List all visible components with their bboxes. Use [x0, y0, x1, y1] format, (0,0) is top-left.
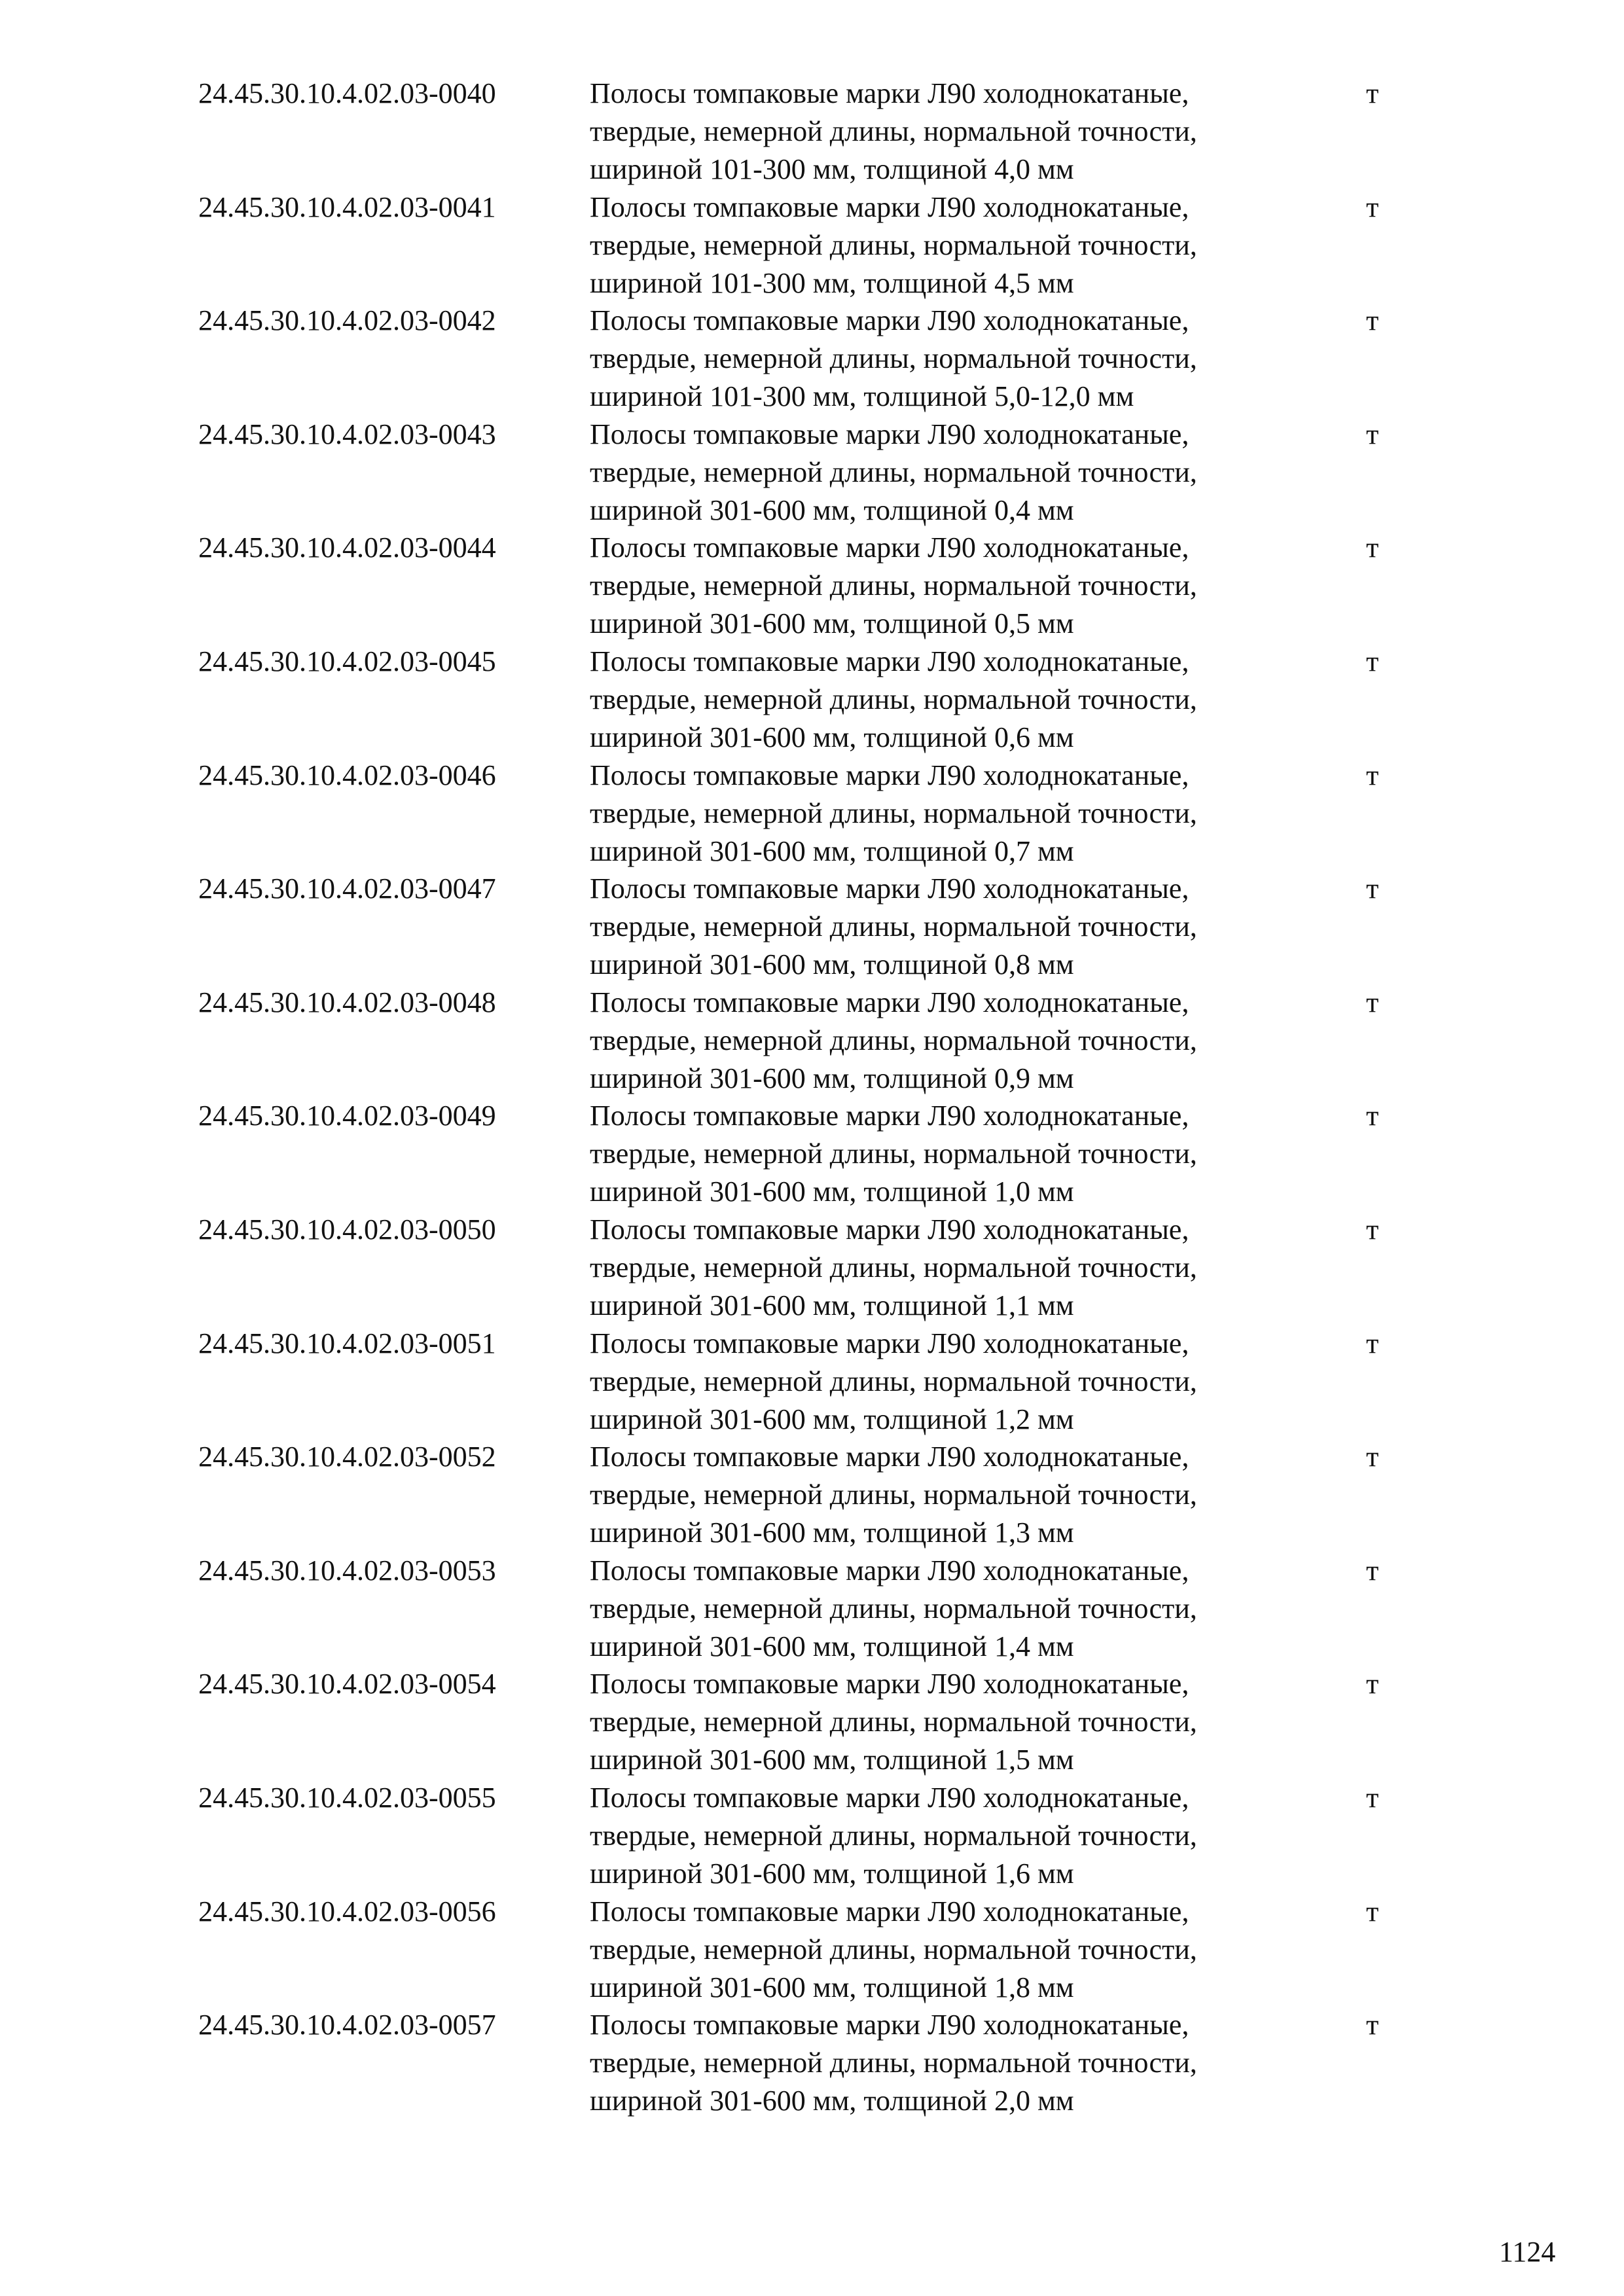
page-number: 1124 [1499, 2236, 1556, 2268]
resource-entry [198, 757, 1442, 870]
resource-description [590, 1665, 1310, 1779]
unit-of-measure: т [1366, 645, 1379, 677]
description-line: шириной 301-600 мм, толщиной 0,4 мм [590, 493, 1074, 526]
description-line: шириной 101-300 мм, толщиной 5,0-12,0 мм [590, 380, 1134, 413]
description-line: шириной 301-600 мм, толщиной 0,9 мм [590, 1062, 1074, 1094]
description-line: твердые, немерной длины, нормальной точности, [590, 797, 1197, 829]
resource-entry [198, 643, 1442, 757]
description-line: шириной 101-300 мм, толщиной 4,0 мм [590, 153, 1074, 185]
unit-of-measure: т [1366, 1781, 1379, 1814]
resource-code: 24.45.30.10.4.02.03-0041 [198, 190, 496, 223]
resource-entry [198, 302, 1442, 416]
description-line: Полосы томпаковые марки Л90 холоднокатаные, [590, 1668, 1189, 1700]
description-line: твердые, немерной длины, нормальной точности, [590, 569, 1197, 602]
unit-of-measure: т [1366, 77, 1379, 109]
resource-entry [198, 1325, 1442, 1439]
description-line: Полосы томпаковые марки Л90 холоднокатаные, [590, 986, 1189, 1018]
resource-description [590, 1893, 1310, 2007]
description-line: Полосы томпаковые марки Л90 холоднокатаные, [590, 872, 1189, 905]
description-line: твердые, немерной длины, нормальной точности, [590, 683, 1197, 715]
description-line: Полосы томпаковые марки Л90 холоднокатаные, [590, 1781, 1189, 1814]
description-line: твердые, немерной длины, нормальной точности, [590, 456, 1197, 488]
resource-description [590, 1779, 1310, 1893]
description-line: шириной 301-600 мм, толщиной 1,0 мм [590, 1175, 1074, 1208]
description-line: твердые, немерной длины, нормальной точности, [590, 342, 1197, 375]
resource-entry [198, 1097, 1442, 1211]
unit-of-measure: т [1366, 1895, 1379, 1928]
unit-of-measure: т [1366, 2009, 1379, 2041]
unit-of-measure: т [1366, 1668, 1379, 1700]
resource-code: 24.45.30.10.4.02.03-0050 [198, 1213, 496, 1246]
resource-entry [198, 1552, 1442, 1666]
description-line: шириной 301-600 мм, толщиной 1,6 мм [590, 1857, 1074, 1890]
description-line: твердые, немерной длины, нормальной точности, [590, 1819, 1197, 1852]
resource-code: 24.45.30.10.4.02.03-0042 [198, 304, 496, 337]
resource-entry [198, 1438, 1442, 1552]
resource-code: 24.45.30.10.4.02.03-0045 [198, 645, 496, 677]
resource-code: 24.45.30.10.4.02.03-0046 [198, 759, 496, 791]
description-line: Полосы томпаковые марки Л90 холоднокатаные, [590, 1327, 1189, 1359]
description-line: шириной 301-600 мм, толщиной 0,6 мм [590, 721, 1074, 753]
description-line: шириной 301-600 мм, толщиной 2,0 мм [590, 2085, 1074, 2117]
resource-code: 24.45.30.10.4.02.03-0057 [198, 2009, 496, 2041]
resource-entry [198, 1893, 1442, 2007]
resource-description [590, 2006, 1310, 2120]
description-line: шириной 301-600 мм, толщиной 0,7 мм [590, 834, 1074, 867]
description-line: Полосы томпаковые марки Л90 холоднокатаные, [590, 77, 1189, 109]
resource-description [590, 1097, 1310, 1211]
description-line: твердые, немерной длины, нормальной точности, [590, 1933, 1197, 1965]
resource-entry [198, 75, 1442, 188]
description-line: Полосы томпаковые марки Л90 холоднокатаные, [590, 531, 1189, 564]
resource-code: 24.45.30.10.4.02.03-0040 [198, 77, 496, 109]
description-line: твердые, немерной длины, нормальной точности, [590, 1138, 1197, 1170]
description-line: твердые, немерной длины, нормальной точности, [590, 228, 1197, 261]
description-line: шириной 301-600 мм, толщиной 1,3 мм [590, 1516, 1074, 1549]
resource-code: 24.45.30.10.4.02.03-0056 [198, 1895, 496, 1928]
resource-code: 24.45.30.10.4.02.03-0043 [198, 418, 496, 450]
description-line: Полосы томпаковые марки Л90 холоднокатаные, [590, 1441, 1189, 1473]
resource-description [590, 870, 1310, 984]
description-line: твердые, немерной длины, нормальной точности, [590, 1251, 1197, 1283]
unit-of-measure: т [1366, 1100, 1379, 1132]
unit-of-measure: т [1366, 1441, 1379, 1473]
description-line: Полосы томпаковые марки Л90 холоднокатаные, [590, 190, 1189, 223]
unit-of-measure: т [1366, 304, 1379, 337]
resource-description [590, 1552, 1310, 1666]
resource-entry [198, 1779, 1442, 1893]
description-line: твердые, немерной длины, нормальной точности, [590, 115, 1197, 147]
description-line: Полосы томпаковые марки Л90 холоднокатаные, [590, 645, 1189, 677]
description-line: шириной 101-300 мм, толщиной 4,5 мм [590, 266, 1074, 299]
description-line: твердые, немерной длины, нормальной точности, [590, 1479, 1197, 1511]
resource-entry [198, 870, 1442, 984]
resource-description [590, 529, 1310, 643]
resource-entry [198, 416, 1442, 529]
unit-of-measure: т [1366, 986, 1379, 1018]
resource-entry [198, 188, 1442, 302]
resource-description [590, 984, 1310, 1098]
resource-code: 24.45.30.10.4.02.03-0054 [198, 1668, 496, 1700]
resource-entry [198, 984, 1442, 1098]
description-line: Полосы томпаковые марки Л90 холоднокатаные, [590, 1213, 1189, 1246]
description-line: шириной 301-600 мм, толщиной 1,2 мм [590, 1403, 1074, 1435]
description-line: твердые, немерной длины, нормальной точности, [590, 1706, 1197, 1738]
description-line: твердые, немерной длины, нормальной точности, [590, 2047, 1197, 2079]
description-line: Полосы томпаковые марки Л90 холоднокатаные, [590, 304, 1189, 337]
description-line: Полосы томпаковые марки Л90 холоднокатаные, [590, 1554, 1189, 1587]
resource-code: 24.45.30.10.4.02.03-0052 [198, 1441, 496, 1473]
description-line: шириной 301-600 мм, толщиной 0,8 мм [590, 948, 1074, 981]
resource-description [590, 416, 1310, 529]
description-line: шириной 301-600 мм, толщиной 1,4 мм [590, 1630, 1074, 1662]
resource-description [590, 643, 1310, 757]
description-line: твердые, немерной длины, нормальной точности, [590, 1365, 1197, 1397]
description-line: Полосы томпаковые марки Л90 холоднокатаные, [590, 2009, 1189, 2041]
unit-of-measure: т [1366, 759, 1379, 791]
resource-code: 24.45.30.10.4.02.03-0044 [198, 531, 496, 564]
resource-description [590, 188, 1310, 302]
resource-description [590, 1211, 1310, 1325]
description-line: Полосы томпаковые марки Л90 холоднокатаные, [590, 418, 1189, 450]
description-line: шириной 301-600 мм, толщиной 1,8 мм [590, 1971, 1074, 2003]
unit-of-measure: т [1366, 872, 1379, 905]
resource-entry [198, 1665, 1442, 1779]
resource-description [590, 302, 1310, 416]
unit-of-measure: т [1366, 531, 1379, 564]
unit-of-measure: т [1366, 1554, 1379, 1587]
resource-list [198, 75, 1442, 2120]
unit-of-measure: т [1366, 1327, 1379, 1359]
unit-of-measure: т [1366, 1213, 1379, 1246]
unit-of-measure: т [1366, 190, 1379, 223]
unit-of-measure: т [1366, 418, 1379, 450]
resource-description [590, 757, 1310, 870]
description-line: шириной 301-600 мм, толщиной 0,5 мм [590, 607, 1074, 640]
description-line: Полосы томпаковые марки Л90 холоднокатаные, [590, 1100, 1189, 1132]
resource-description [590, 1438, 1310, 1552]
resource-description [590, 75, 1310, 188]
description-line: Полосы томпаковые марки Л90 холоднокатаные, [590, 759, 1189, 791]
resource-entry [198, 2006, 1442, 2120]
resource-code: 24.45.30.10.4.02.03-0047 [198, 872, 496, 905]
resource-entry [198, 529, 1442, 643]
resource-description [590, 1325, 1310, 1439]
resource-code: 24.45.30.10.4.02.03-0055 [198, 1781, 496, 1814]
description-line: Полосы томпаковые марки Л90 холоднокатаные, [590, 1895, 1189, 1928]
resource-code: 24.45.30.10.4.02.03-0053 [198, 1554, 496, 1587]
description-line: шириной 301-600 мм, толщиной 1,5 мм [590, 1744, 1074, 1776]
description-line: шириной 301-600 мм, толщиной 1,1 мм [590, 1289, 1074, 1321]
description-line: твердые, немерной длины, нормальной точности, [590, 1024, 1197, 1056]
description-line: твердые, немерной длины, нормальной точности, [590, 910, 1197, 943]
resource-code: 24.45.30.10.4.02.03-0048 [198, 986, 496, 1018]
description-line: твердые, немерной длины, нормальной точности, [590, 1592, 1197, 1624]
resource-entry [198, 1211, 1442, 1325]
resource-code: 24.45.30.10.4.02.03-0051 [198, 1327, 496, 1359]
resource-code: 24.45.30.10.4.02.03-0049 [198, 1100, 496, 1132]
